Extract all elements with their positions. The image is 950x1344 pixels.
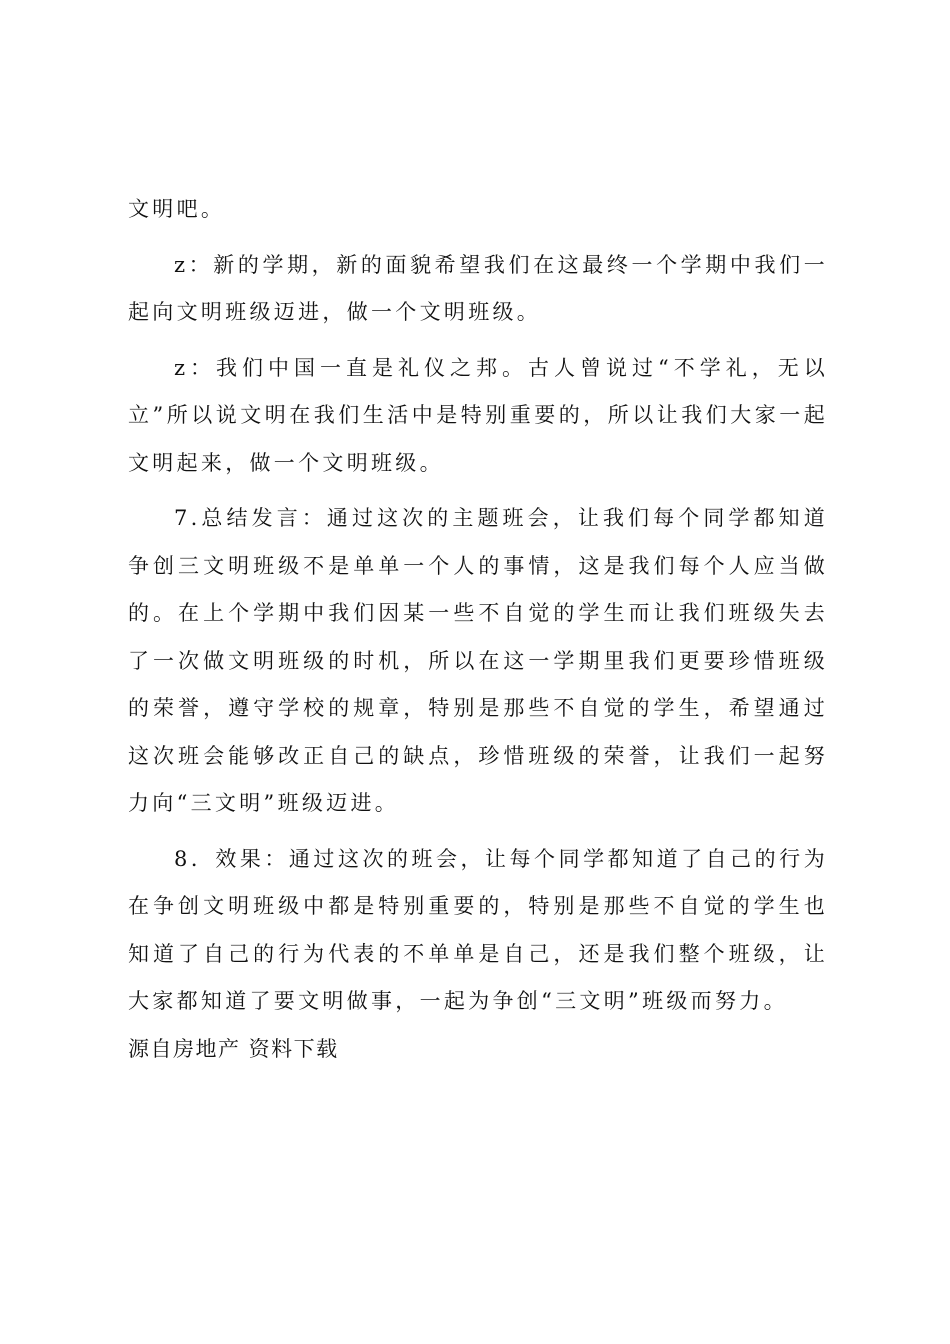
paragraph-z-new-semester: z：新的学期，新的面貌希望我们在这最终一个学期中我们一起向文明班级迈进，做一个文明班级。 [128, 252, 828, 324]
paragraph-z-etiquette: z：我们中国一直是礼仪之邦。古人曾说过“不学礼，无以立”所以说文明在我们生活中是特别重要的，所以让我们大家一起文明起来，做一个文明班级。 [128, 355, 828, 475]
document-body [128, 186, 828, 1073]
paragraph-summary-speech: 7.总结发言：通过这次的主题班会，让我们每个同学都知道争创三文明班级不是单单一个人的事情，这是我们每个人应当做的。在上个学期中我们因某一些不自觉的学生而让我们班级失去了一次做文明班级的时机，所以在这一学期里我们更要珍惜班级的荣誉，遵守学校的规章，特别是那些不自觉的学生，希望通过这次班会能够改正自己的缺点，珍惜班级的荣誉，让我们一起努力向“三文明”班级迈进。 [128, 506, 828, 815]
paragraph-effect: 8．效果：通过这次的班会，让每个同学都知道了自己的行为在争创文明班级中都是特别重要的，特别是那些不自觉的学生也知道了自己的行为代表的不单单是自己，还是我们整个班级，让大家都知道了要文明做事，一起为争创“三文明”班级而努力。 [128, 846, 828, 1013]
source-footer: 源自房地产 资料下载 [128, 1036, 339, 1061]
paragraph-continuation: 文明吧。 [128, 197, 226, 221]
